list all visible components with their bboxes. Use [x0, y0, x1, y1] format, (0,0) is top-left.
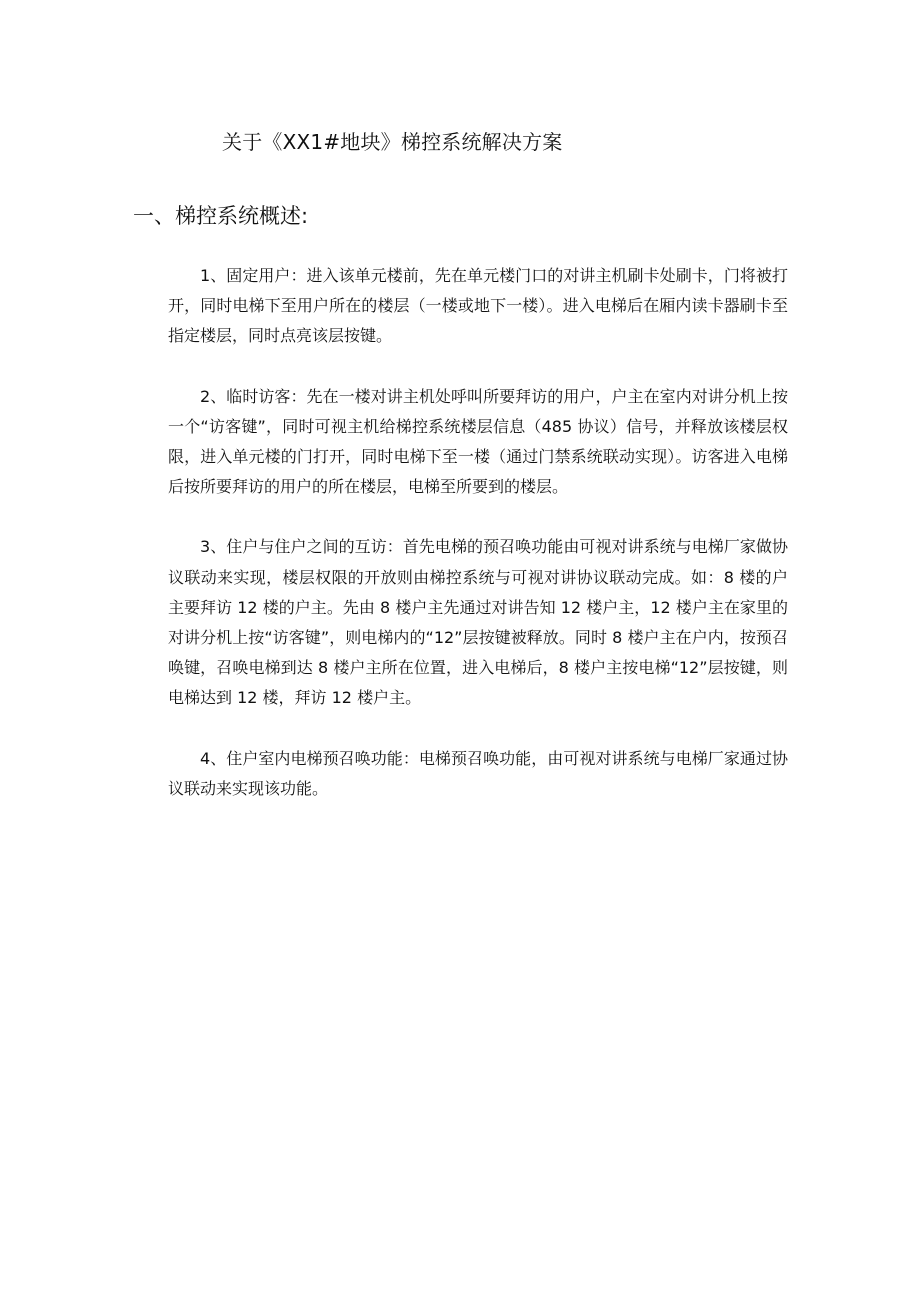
paragraph-resident-visits: 3、住户与住户之间的互访：首先电梯的预召唤功能由可视对讲系统与电梯厂家做协议联动来实现，楼层权限的开放则由梯控系统与可视对讲协议联动完成。如：8 楼的户主要拜访 12 楼的户主。先由 8 楼户主先通过对讲告知 12 楼户主，12 楼户主在家里的对讲分机上按“访客键”，则电梯内的“12”层按键被释放。同时 8 楼户主在户内，按预召唤键，召唤电梯到达 8 楼户主所在位置，进入电梯后，8 楼户主按电梯“12”层按键，则电梯达到 12 楼，拜访 12 楼户主。 — [168, 537, 788, 708]
paragraph-fixed-users: 1、固定用户：进入该单元楼前，先在单元楼门口的对讲主机刷卡处刷卡，门将被打开，同时电梯下至用户所在的楼层（一楼或地下一楼）。进入电梯后在厢内读卡器刷卡至指定楼层，同时点亮该层按键。 — [168, 266, 788, 346]
document-title: 关于《XX1#地块》梯控系统解决方案 — [222, 130, 563, 154]
paragraph-elevator-precall: 4、住户室内电梯预召唤功能：电梯预召唤功能，由可视对讲系统与电梯厂家通过协议联动来实现该功能。 — [168, 748, 788, 798]
paragraph-temporary-visitors: 2、临时访客：先在一楼对讲主机处呼叫所要拜访的用户，户主在室内对讲分机上按一个“访客键”，同时可视主机给梯控系统楼层信息（485 协议）信号，并释放该楼层权限，进入单元楼的门打开，同时电梯下至一楼（通过门禁系统联动实现）。访客进入电梯后按所要拜访的用户的所在楼层，电梯至所要到的楼层。 — [168, 386, 788, 497]
section-heading: 一、梯控系统概述: — [133, 204, 309, 228]
section-body — [168, 261, 788, 834]
